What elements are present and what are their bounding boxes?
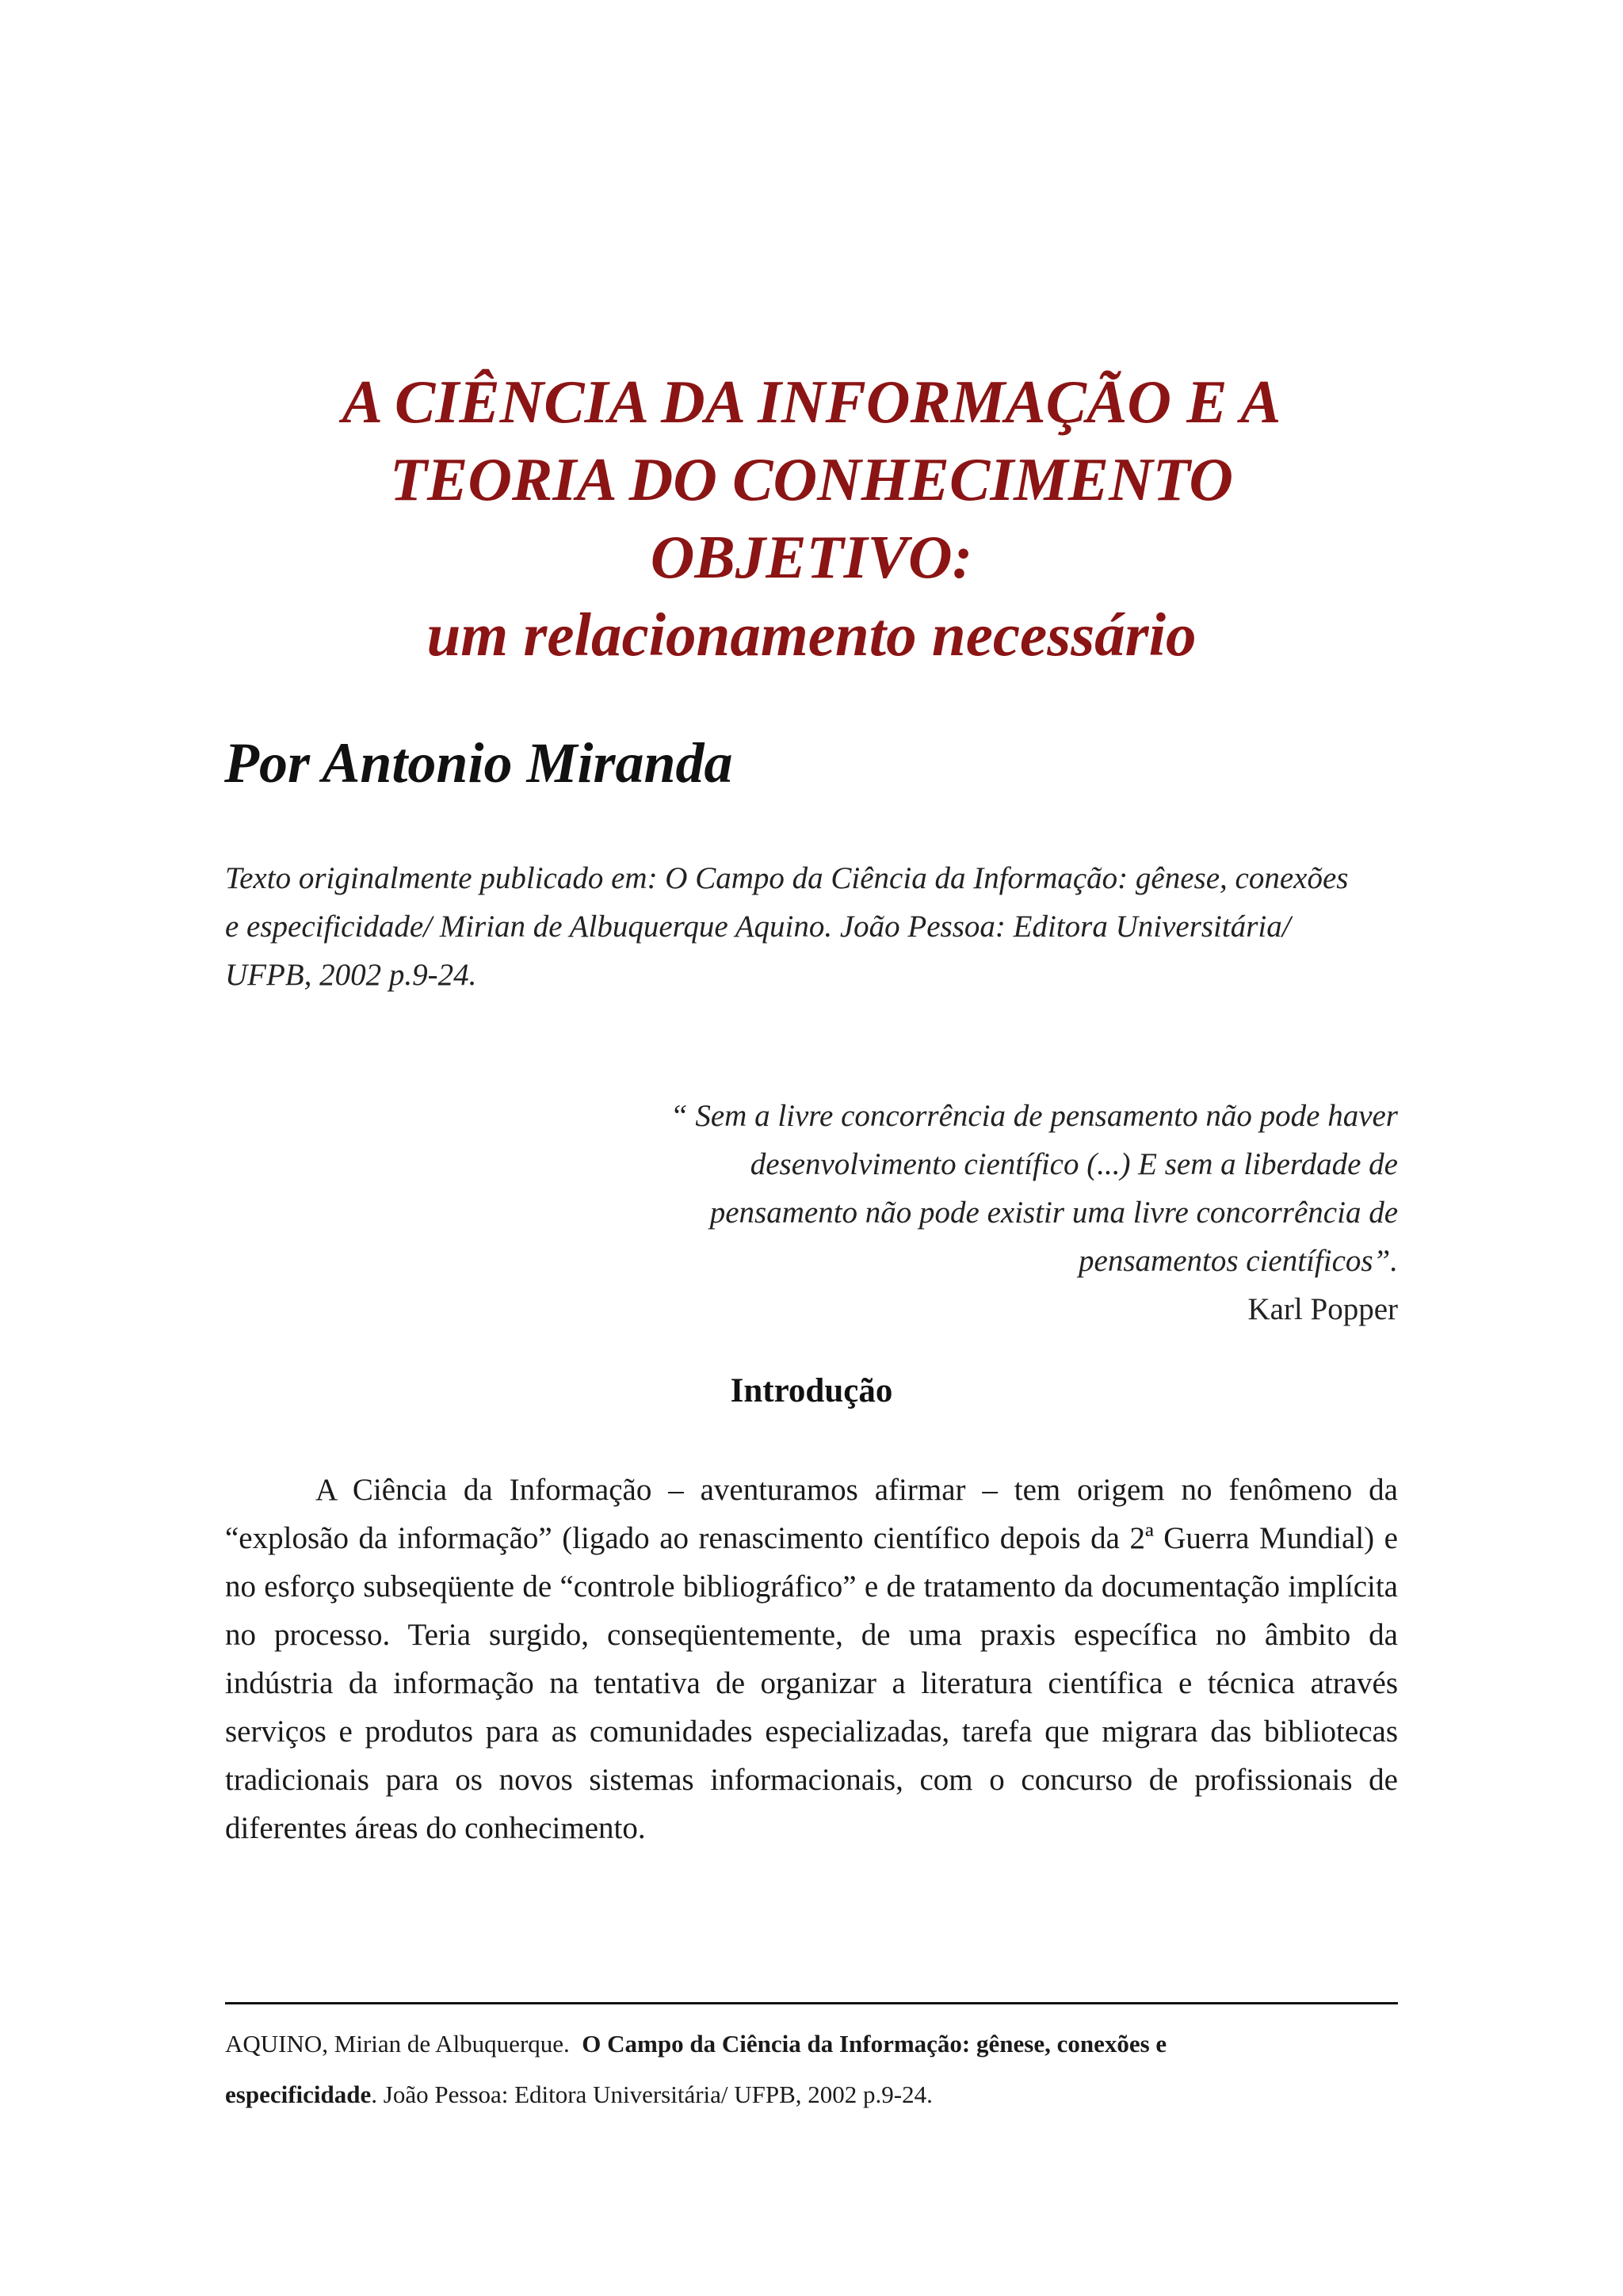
title-line-1: A CIÊNCIA DA INFORMAÇÃO E A [342,368,1281,436]
source-note-line-2: e especificidade/ Mirian de Albuquerque Aquino. João Pessoa: Editora Universitária/ [225,910,1291,944]
footnote-title-part-2: especificidade [225,2081,372,2108]
epigraph-attribution: Karl Popper [1247,1292,1398,1326]
epigraph-line-4: pensamentos científicos”. [1079,1244,1398,1278]
footnote-line-1 [225,2019,1398,2069]
footnote-divider [225,2002,1398,2004]
footnote-title-part-1: O Campo da Ciência da Informação: gênese, conexões e [582,2030,1167,2058]
source-note-line-3: UFPB, 2002 p.9-24. [225,958,477,992]
intro-paragraph [225,1466,1398,1852]
footnote-line-2 [225,2069,1398,2120]
footnote-publisher: . João Pessoa: Editora Universitária/ UFPB, 2002 p.9-24. [371,2081,933,2108]
document-title [225,363,1398,673]
title-subtitle: um relacionamento necessário [426,601,1197,669]
source-note-line-1: Texto originalmente publicado em: O Campo da Ciência da Informação: gênese, conexões [225,861,1349,895]
title-line-3: OBJETIVO: [650,523,973,591]
epigraph-line-3: pensamento não pode existir uma livre concorrência de [709,1196,1398,1230]
title-line-2: TEORIA DO CONHECIMENTO [390,445,1233,513]
author-byline: Por Antonio Miranda [224,731,733,795]
footnote-author: AQUINO, Mirian de Albuquerque. [225,2030,570,2058]
source-note [225,854,1414,999]
epigraph-line-1: “ Sem a livre concorrência de pensamento não pode haver [670,1099,1398,1133]
section-heading: Introdução [730,1372,893,1409]
epigraph-quote [526,1092,1398,1333]
epigraph-line-2: desenvolvimento científico (...) E sem a liberdade de [750,1147,1398,1181]
intro-paragraph-text: A Ciência da Informação – aventuramos afirmar – tem origem no fenômeno da “explosão da informação” (ligado ao renascimento científico depois da 2ª Guerra Mundial) e no esforço subseqüente de “controle bibliográfico” e de tratamento da documentação implícita no processo. Teria surgido, conseqüentemente, de uma praxis específica no âmbito da indústria da informação na tentativa de organizar a literatura científica e técnica através serviços e produtos para as comunidades especializadas, tarefa que migrara das bibliotecas tradicionais para os novos sistemas informacionais, com o concurso de profissionais de diferentes áreas do conhecimento. [225,1473,1398,1845]
footnote [225,2019,1398,2120]
